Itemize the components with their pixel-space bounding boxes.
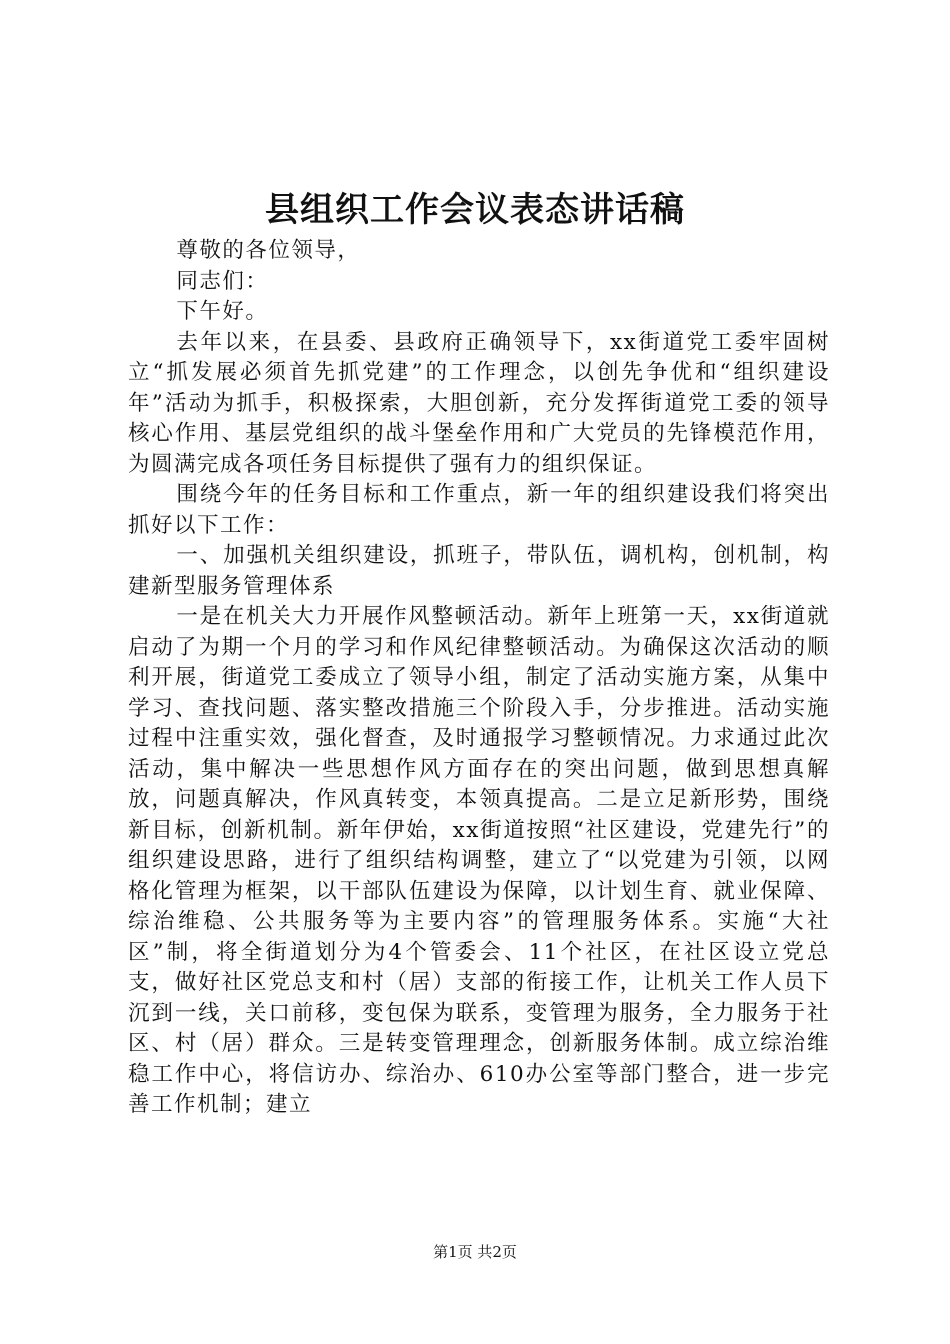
salutation-paragraph: 尊敬的各位领导，	[176, 238, 361, 263]
document-body	[128, 236, 830, 1121]
salutation-paragraph: 同志们：	[176, 268, 269, 294]
section-heading-paragraph: 一、加强机关组织建设，抓班子，带队伍，调机构，创机制，构建新型服务管理体系	[128, 543, 830, 599]
body-paragraph: 一是在机关大力开展作风整顿活动。新年上班第一天，xx街道就启动了为期一个月的学习和作风纪律整顿活动。为确保这次活动的顺利开展，街道党工委成立了领导小组，制定了活动实施方案，从集中学习、查找问题、落实整改措施三个阶段入手，分步推进。活动实施过程中注重实效，强化督查，及时通报学习整顿情况。力求通过此次活动，集中解决一些思想作风方面存在的突出问题，做到思想真解放，问题真解决，作风真转变，本领真提高。二是立足新形势，围绕新目标，创新机制。新年伊始，xx街道按照“社区建设，党建先行”的组织建设思路，进行了组织结构调整，建立了“以党建为引领，以网格化管理为框架，以干部队伍建设为保障，以计划生育、就业保障、综治维稳、公共服务等为主要内容”的管理服务体系。实施“大社区”制，将全街道划分为4个管委会、11个社区，在社区设立党总支，做好社区党总支和村（居）支部的衔接工作，让机关工作人员下沉到一线，关口前移，变包保为联系，变管理为服务，全力服务于社区、村（居）群众。三是转变管理理念，创新服务体制。成立综治维稳工作中心，将信访办、综治办、610办公室等部门整合，进一步完善工作机制；建立	[128, 604, 830, 1117]
page-footer: 第1页 共2页	[433, 1243, 517, 1261]
body-paragraph: 围绕今年的任务目标和工作重点，新一年的组织建设我们将突出抓好以下工作：	[128, 482, 830, 538]
document-title: 县组织工作会议表态讲话稿	[265, 190, 685, 230]
body-paragraph: 去年以来，在县委、县政府正确领导下，xx街道党工委牢固树立“抓发展必须首先抓党建”的工作理念，以创先争优和“组织建设年”活动为抓手，积极探索，大胆创新，充分发挥街道党工委的领导核心作用、基层党组织的战斗堡垒作用和广大党员的先锋模范作用，为圆满完成各项任务目标提供了强有力的组织保证。	[128, 329, 830, 477]
greeting-paragraph: 下午好。	[176, 299, 269, 324]
